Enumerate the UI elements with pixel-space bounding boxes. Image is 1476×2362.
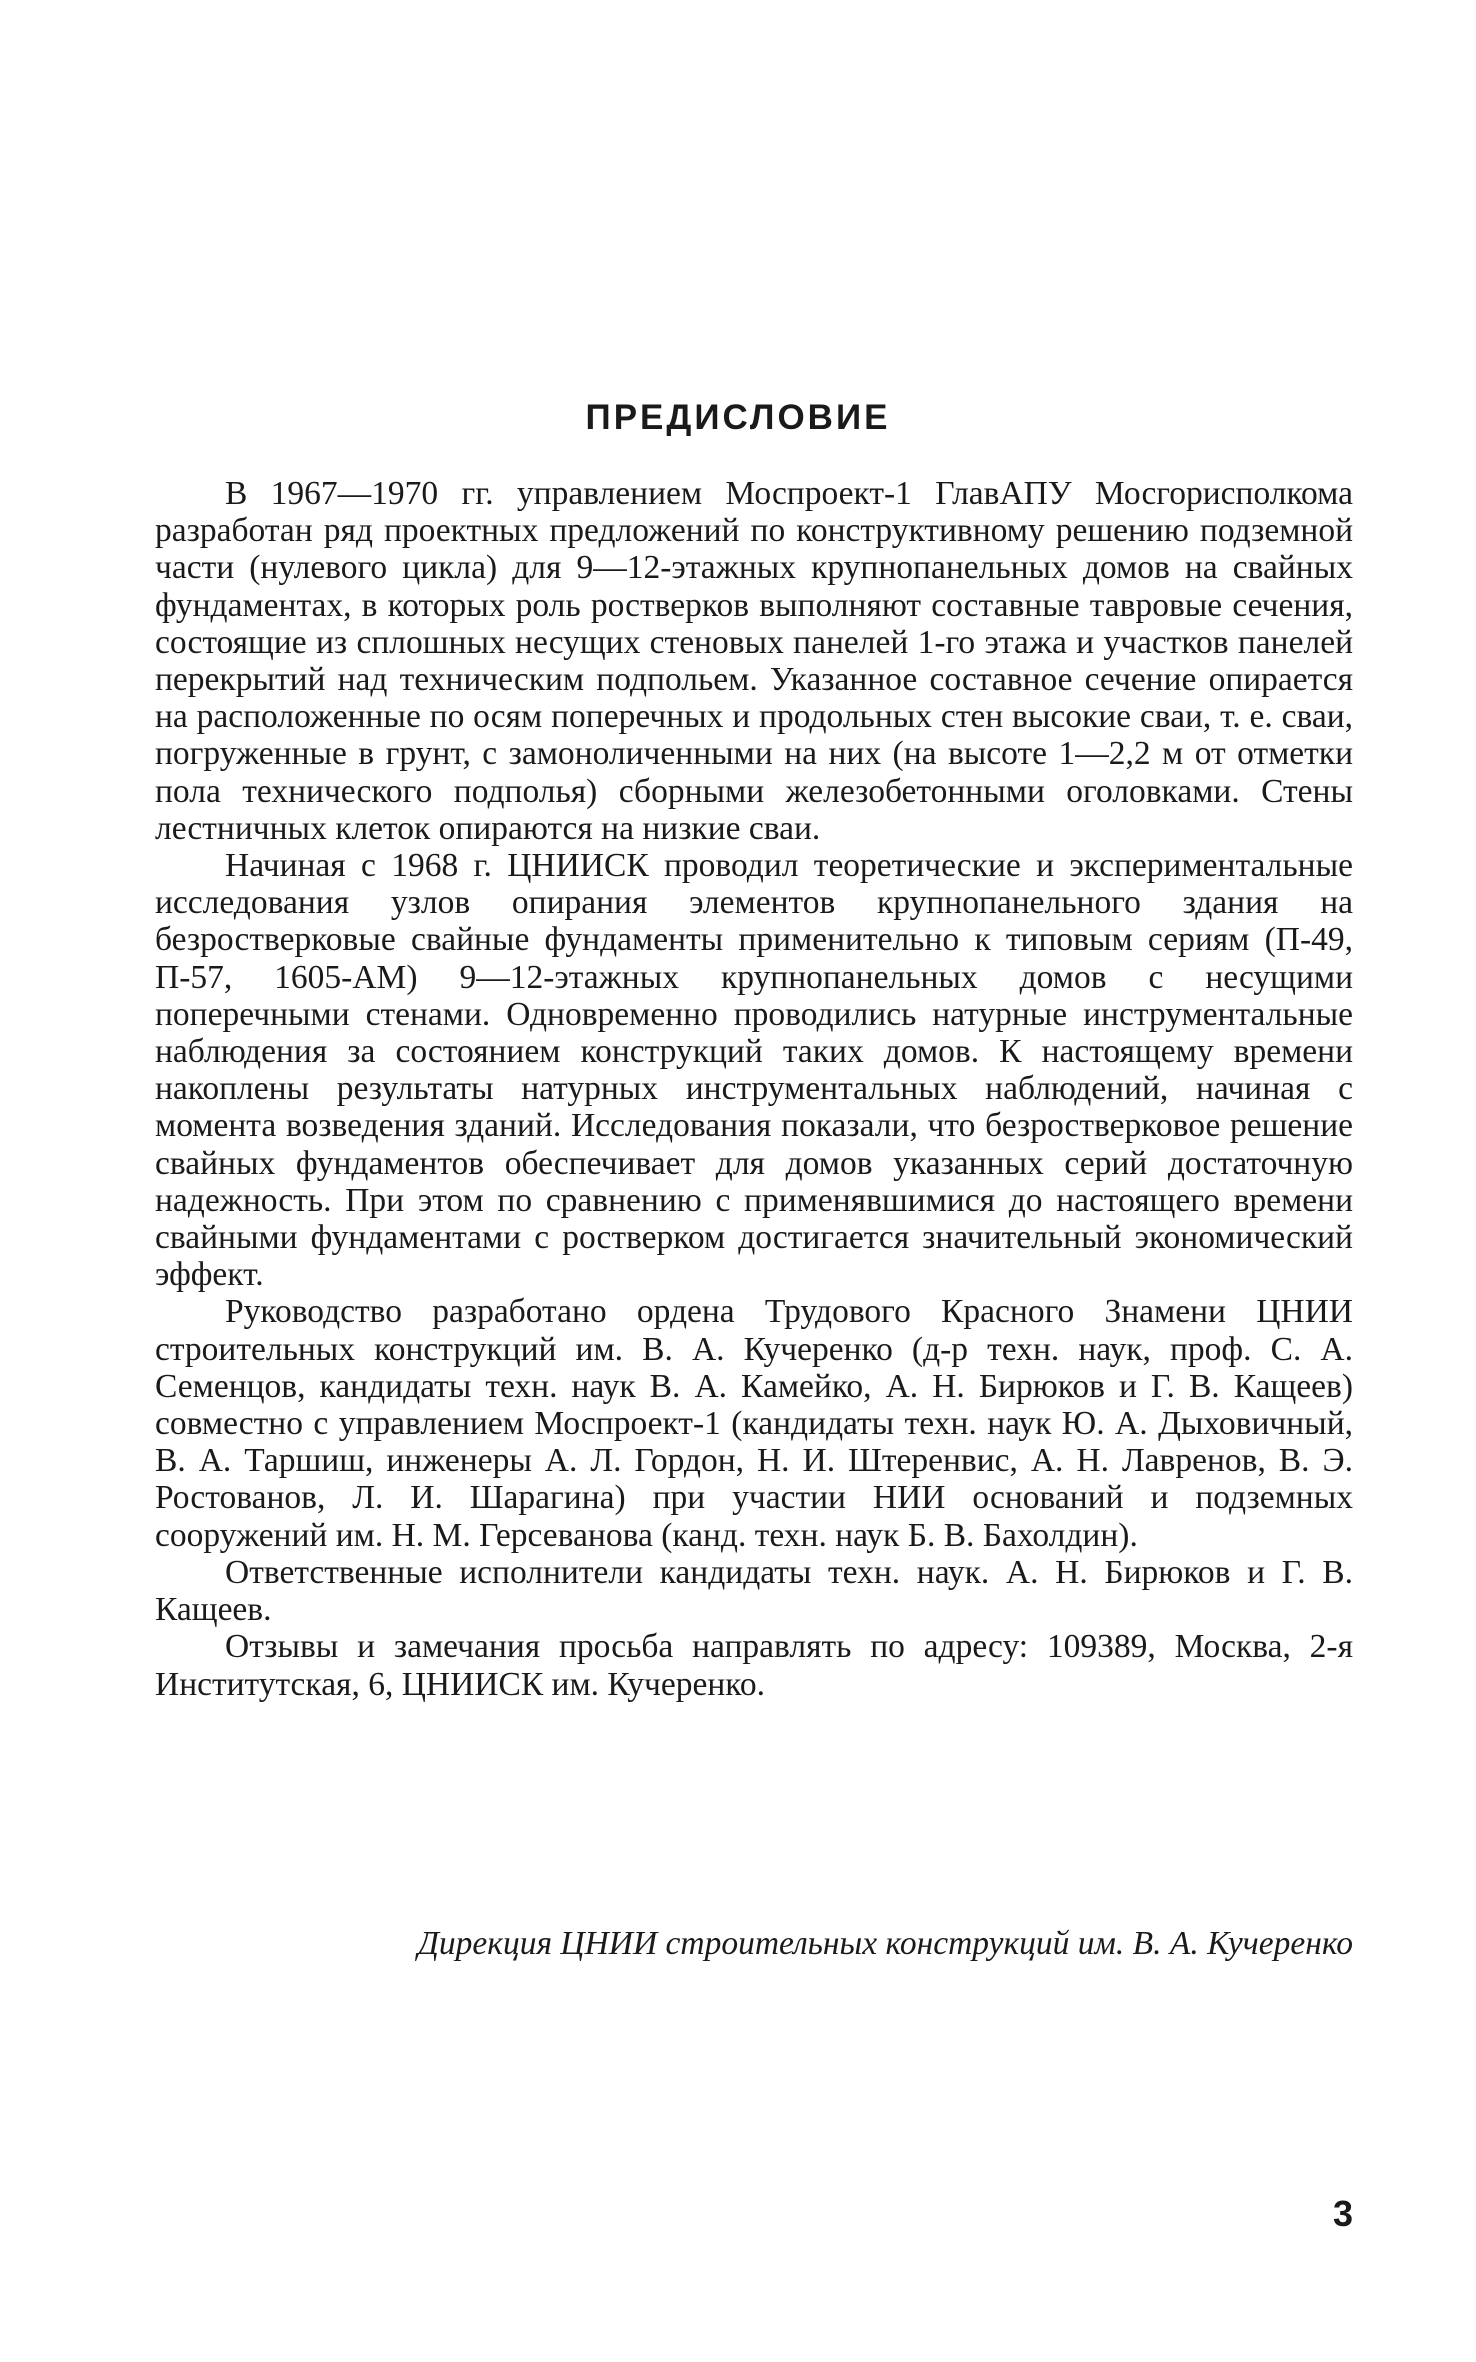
- paragraph-research: Начиная с 1968 г. ЦНИИСК проводил теоретические и экспериментальные исследования узлов опирания элементов крупнопанельного здания на безростверковые свайные фундаменты применительно к типовым сериям (П-49, П-57, 1605-АМ) 9—12-этажных крупнопанельных домов с несущими поперечными стенами. Одновременно проводились натурные инструментальные наблюдения за состоянием конструкций таких домов. К настоящему времени накоплены результаты натурных инструментальных наблюдений, начиная с момента возведения зданий. Исследования показали, что безростверковое решение свайных фундаментов обеспечивает для домов указанных серий достаточную надежность. При этом по сравнению с применявшимися до настоящего времени свайными фундаментами с ростверком достигается значительный экономический эффект.: [155, 847, 1353, 1294]
- paragraph-authors: Руководство разработано ордена Трудового Красного Знамени ЦНИИ строительных конструкций им. В. А. Кучеренко (д-р техн. наук, проф. С. А. Семенцов, кандидаты техн. наук В. А. Камейко, А. Н. Бирюков и Г. В. Кащеев) совместно с управлением Моспроект-1 (кандидаты техн. наук Ю. А. Дыховичный, В. А. Таршиш, инженеры А. Л. Гордон, Н. И. Штеренвис, А. Н. Лавренов, В. Э. Ростованов, Л. И. Шарагина) при участии НИИ оснований и подземных сооружений им. Н. М. Герсеванова (канд. техн. наук Б. В. Бахолдин).: [155, 1293, 1353, 1554]
- paragraph-history: В 1967—1970 гг. управлением Моспроект-1 ГлавАПУ Мосгорисполкома разработан ряд проектных предложений по конструктивному решению подземной части (нулевого цикла) для 9—12-этажных крупнопанельных домов на свайных фундаментах, в которых роль ростверков выполняют составные тавровые сечения, состоящие из сплошных несущих стеновых панелей 1-го этажа и участков панелей перекрытий над техническим подпольем. Указанное составное сечение опирается на расположенные по осям поперечных и продольных стен высокие сваи, т. е. сваи, погруженные в грунт, с замоноличенными на них (на высоте 1—2,2 м от отметки пола технического подполья) сборными железобетонными оголовками. Стены лестничных клеток опираются на низкие сваи.: [155, 475, 1353, 847]
- paragraph-feedback-address: Отзывы и замечания просьба направлять по адресу: 109389, Москва, 2-я Институтская, 6, ЦНИИСК им. Кучеренко.: [155, 1628, 1353, 1703]
- page-number: 3: [1332, 2193, 1353, 2234]
- preface-body: [155, 475, 1353, 1703]
- page-title: ПРЕДИСЛОВИЕ: [585, 398, 891, 437]
- paragraph-responsible: Ответственные исполнители кандидаты техн. наук. А. Н. Бирюков и Г. В. Кащеев.: [155, 1553, 1353, 1629]
- signature: Дирекция ЦНИИ строительных конструкций им. В. А. Кучеренко: [417, 1925, 1353, 1962]
